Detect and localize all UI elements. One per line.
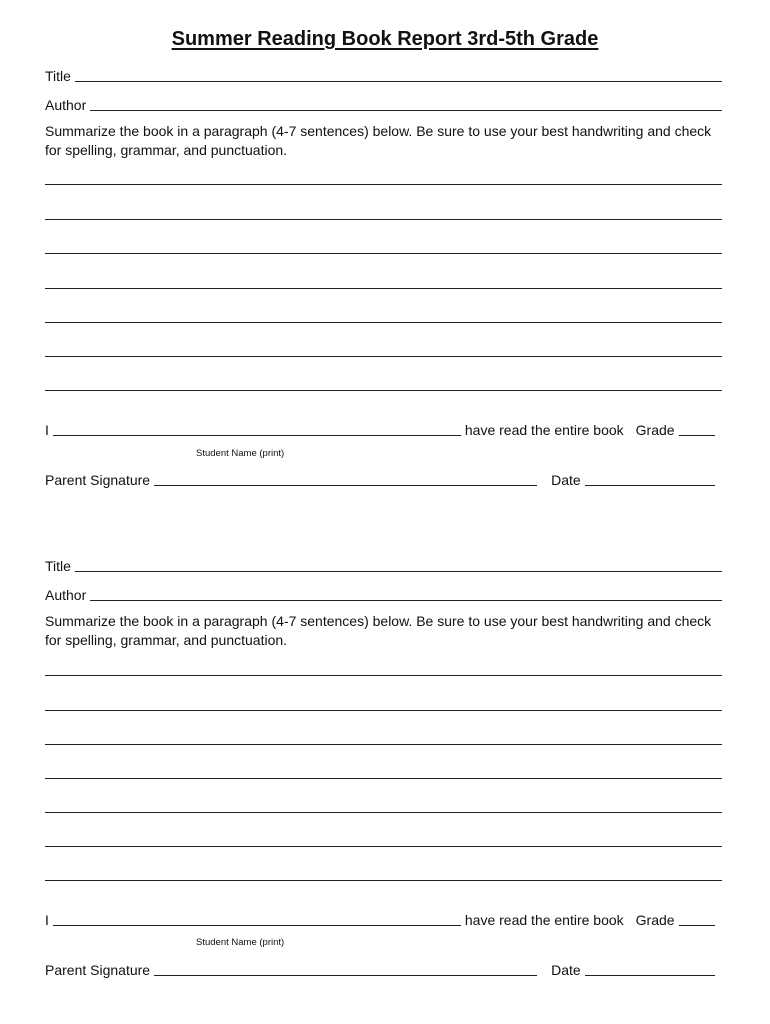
student-name-line[interactable]	[53, 421, 461, 436]
writing-line[interactable]	[45, 390, 722, 391]
writing-line[interactable]	[45, 846, 722, 847]
student-name-caption: Student Name (print)	[196, 448, 285, 459]
author-line[interactable]	[90, 96, 722, 111]
title-field-row	[45, 556, 722, 574]
student-statement-row	[45, 910, 715, 928]
grade-label: Grade	[635, 422, 675, 438]
writing-line[interactable]	[45, 322, 722, 323]
author-label: Author	[45, 587, 87, 603]
writing-line[interactable]	[45, 880, 722, 881]
instructions-text: Summarize the book in a paragraph (4-7 sentences) below. Be sure to use your best handwriting and check for spelling, grammar, and punctuation.	[45, 613, 712, 648]
title-label: Title	[45, 558, 71, 574]
title-label: Title	[45, 68, 71, 84]
title-line[interactable]	[75, 67, 722, 82]
author-field-row	[45, 95, 722, 113]
read-statement: have read the entire book	[464, 422, 624, 438]
author-label: Author	[45, 97, 87, 113]
writing-line[interactable]	[45, 184, 722, 185]
instructions-text: Summarize the book in a paragraph (4-7 sentences) below. Be sure to use your best handwriting and check for spelling, grammar, and punctuation.	[45, 123, 712, 158]
student-name-line[interactable]	[53, 911, 461, 926]
writing-line[interactable]	[45, 288, 722, 289]
title-line[interactable]	[75, 557, 722, 572]
date-label: Date	[551, 472, 581, 488]
writing-line[interactable]	[45, 744, 722, 745]
parent-signature-label: Parent Signature	[45, 962, 151, 978]
student-name-caption: Student Name (print)	[196, 937, 285, 948]
grade-line[interactable]	[679, 421, 715, 436]
parent-signature-label: Parent Signature	[45, 472, 151, 488]
writing-line[interactable]	[45, 253, 722, 254]
grade-label: Grade	[635, 912, 675, 928]
writing-line[interactable]	[45, 675, 722, 676]
parent-signature-line[interactable]	[154, 961, 537, 976]
date-line[interactable]	[585, 961, 715, 976]
writing-line[interactable]	[45, 778, 722, 779]
date-label: Date	[551, 962, 581, 978]
date-line[interactable]	[585, 471, 715, 486]
grade-line[interactable]	[679, 911, 715, 926]
writing-line[interactable]	[45, 219, 722, 220]
writing-line[interactable]	[45, 710, 722, 711]
writing-line[interactable]	[45, 356, 722, 357]
student-statement-row	[45, 420, 715, 438]
page-title: Summer Reading Book Report 3rd-5th Grade	[171, 28, 599, 50]
author-line[interactable]	[90, 586, 722, 601]
title-field-row	[45, 66, 722, 84]
read-statement: have read the entire book	[464, 912, 624, 928]
parent-signature-line[interactable]	[154, 471, 537, 486]
writing-line[interactable]	[45, 812, 722, 813]
parent-signature-row	[45, 960, 715, 978]
author-field-row	[45, 585, 722, 603]
i-label: I	[45, 912, 49, 928]
i-label: I	[45, 422, 49, 438]
parent-signature-row	[45, 470, 715, 488]
